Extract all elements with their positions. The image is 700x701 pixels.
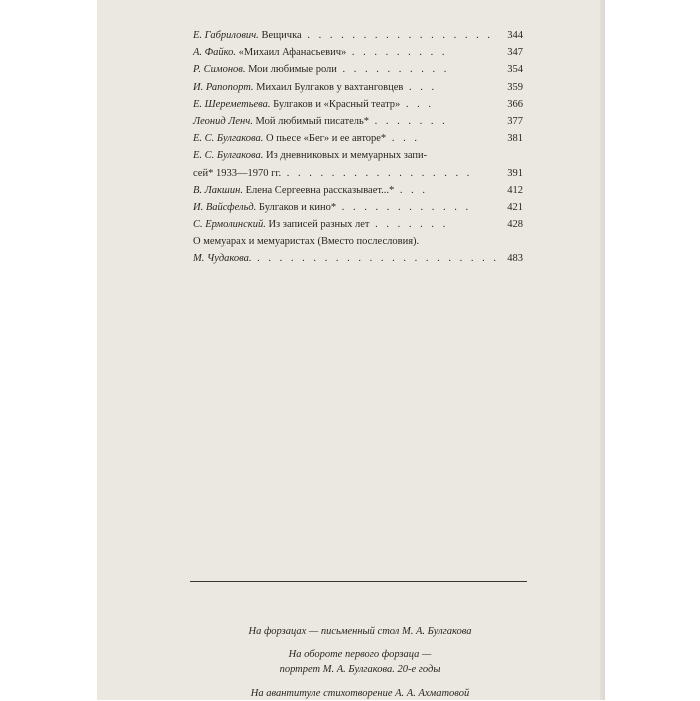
toc-page-number: 377 — [507, 115, 523, 127]
toc-title: О пьесе «Бег» и ее авторе* — [266, 133, 387, 145]
credit-line: На обороте первого форзаца — — [288, 649, 432, 660]
toc-title: Из записей разных лет — [268, 219, 370, 231]
toc-title: «Михаил Афанасьевич» — [238, 47, 347, 59]
toc-leader: . . . — [394, 184, 429, 196]
toc-entry — [193, 27, 523, 44]
toc-leader: . . . . . . . . . — [346, 47, 448, 59]
toc-title: Елена Сергеевна рассказывает...* — [245, 184, 395, 196]
toc-page-number: 428 — [507, 219, 523, 231]
toc-entry — [193, 216, 523, 233]
toc-author: И. Вайсфельд. — [193, 201, 257, 213]
toc-entry — [193, 147, 523, 181]
toc-author: Е. Габрилович. — [193, 30, 259, 41]
toc-entry — [193, 182, 523, 199]
toc-page-number: 347 — [507, 47, 523, 59]
toc-title: Мои любимые роли — [248, 64, 337, 76]
table-of-contents — [193, 27, 523, 268]
toc-author: А. Файко. — [193, 47, 236, 59]
credit-line: На форзацах — письменный стол М. А. Булгакова — [248, 626, 472, 637]
toc-entry — [193, 79, 523, 96]
toc-author: И. Рапопорт. — [193, 81, 254, 93]
credit-line: портрет М. А. Булгакова. 20-е годы — [279, 664, 441, 675]
toc-leader: . . . — [403, 81, 438, 93]
toc-author: Е. С. Булгакова. — [193, 133, 264, 145]
toc-page-number: 354 — [507, 64, 523, 76]
toc-title: Из дневниковых и мемуарных запи- — [266, 150, 428, 162]
toc-entry — [193, 130, 523, 147]
toc-entry — [193, 61, 523, 78]
toc-entry — [193, 233, 523, 267]
separator-line — [190, 581, 527, 582]
toc-entry — [193, 96, 523, 113]
toc-page-number: 483 — [507, 253, 523, 265]
toc-leader: . . . . . . . . . . — [336, 64, 450, 76]
toc-page-number: 412 — [507, 184, 523, 196]
toc-page-number: 366 — [507, 98, 523, 110]
toc-author: В. Лакшин. — [193, 184, 243, 196]
toc-page-number: 391 — [507, 167, 523, 179]
toc-title-continued: сей* 1933—1970 гг. — [193, 167, 282, 179]
toc-leader: . . . . . . . . . . . . . . . . . — [301, 30, 493, 41]
toc-author: М. Чудакова. — [193, 253, 252, 265]
toc-entry — [193, 113, 523, 130]
toc-author: Е. Шереметьева. — [193, 98, 271, 110]
toc-leader: . . . . . . . — [369, 219, 449, 231]
toc-leader: . . . . . . . . . . . . . . . . . — [281, 167, 473, 179]
toc-entry — [193, 44, 523, 61]
toc-title: Вещичка — [261, 30, 302, 41]
toc-leader: . . . . . . . — [369, 115, 448, 127]
toc-page-number: 381 — [507, 133, 523, 145]
toc-title: О мемуарах и мемуаристах (Вместо послесловия). — [193, 236, 420, 248]
page-edge — [600, 0, 605, 700]
toc-author: С. Ермолинский. — [193, 219, 266, 231]
toc-author: Леонид Ленч. — [193, 115, 253, 127]
toc-leader: . . . — [386, 133, 420, 145]
toc-leader: . . . — [400, 98, 435, 110]
toc-title: Мой любимый писатель* — [255, 115, 370, 127]
toc-page-number: 344 — [507, 30, 523, 41]
credit-line: На авантитуле стихотворение А. А. Ахматовой — [250, 688, 470, 699]
toc-author: Е. С. Булгакова. — [193, 150, 264, 162]
toc-leader: . . . . . . . . . . . . — [336, 201, 472, 213]
toc-title: Булгаков и «Красный театр» — [273, 98, 401, 110]
toc-page-number: 421 — [507, 201, 523, 213]
toc-entry — [193, 199, 523, 216]
toc-leader: . . . . . . . . . . . . . . . . . . . . . . — [251, 253, 500, 265]
toc-page-number: 359 — [507, 81, 523, 93]
toc-author: Р. Симонов. — [193, 64, 246, 76]
toc-title: Михаил Булгаков у вахтанговцев — [256, 81, 404, 93]
toc-title: Булгаков и кино* — [258, 201, 337, 213]
